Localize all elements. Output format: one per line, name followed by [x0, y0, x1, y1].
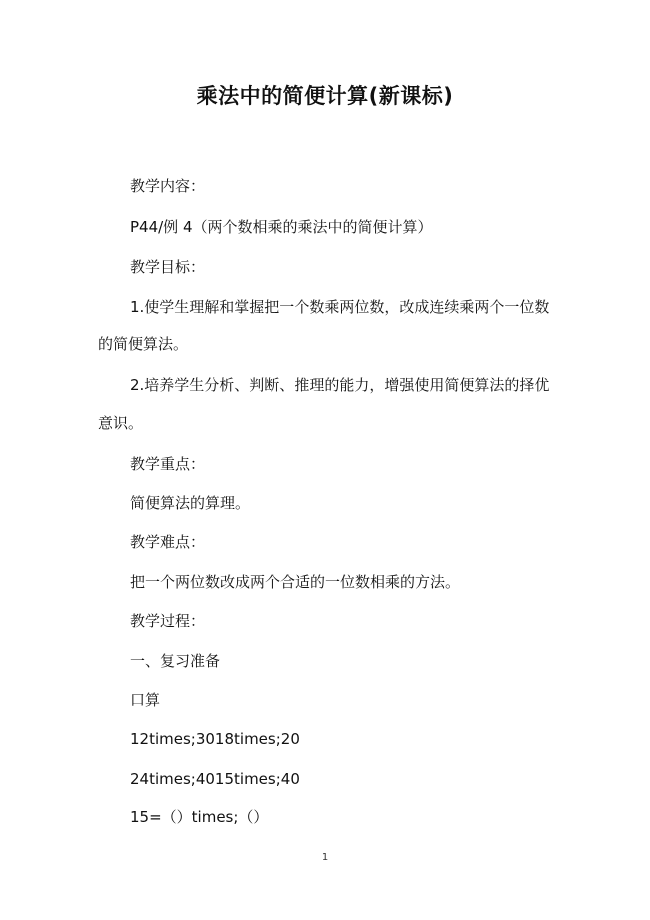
page-number: 1 — [321, 852, 329, 863]
key-points-text: 简便算法的算理。 — [130, 494, 251, 512]
step-heading-review: 一、复习准备 — [130, 652, 221, 670]
difficulties-text: 把一个两位数改成两个合适的一位数相乘的方法。 — [130, 573, 461, 591]
calc-line-1: 12times;3018times;20 — [130, 730, 300, 748]
document-title: 乘法中的简便计算(新课标) — [196, 84, 454, 108]
calc-line-2: 24times;4015times;40 — [130, 770, 300, 788]
oral-calculation-label: 口算 — [130, 691, 161, 709]
objective-1-line-2: 的简便算法。 — [98, 335, 189, 353]
content-text: P44/例 4（两个数相乘的乘法中的简便计算） — [130, 218, 433, 236]
objective-2-line-2: 意识。 — [98, 414, 144, 432]
section-heading-process: 教学过程： — [130, 612, 206, 630]
section-heading-difficulties: 教学难点： — [130, 533, 206, 551]
objective-1-line-1: 1.使学生理解和掌握把一个数乘两位数，改成连续乘两个一位数 — [130, 298, 550, 316]
calc-line-3: 15=（）times;（） — [130, 808, 269, 826]
section-heading-key-points: 教学重点： — [130, 455, 206, 473]
objective-2-line-1: 2.培养学生分析、判断、推理的能力，增强使用简便算法的择优 — [130, 376, 550, 394]
section-heading-objectives: 教学目标： — [130, 258, 206, 276]
section-heading-content: 教学内容： — [130, 177, 206, 195]
